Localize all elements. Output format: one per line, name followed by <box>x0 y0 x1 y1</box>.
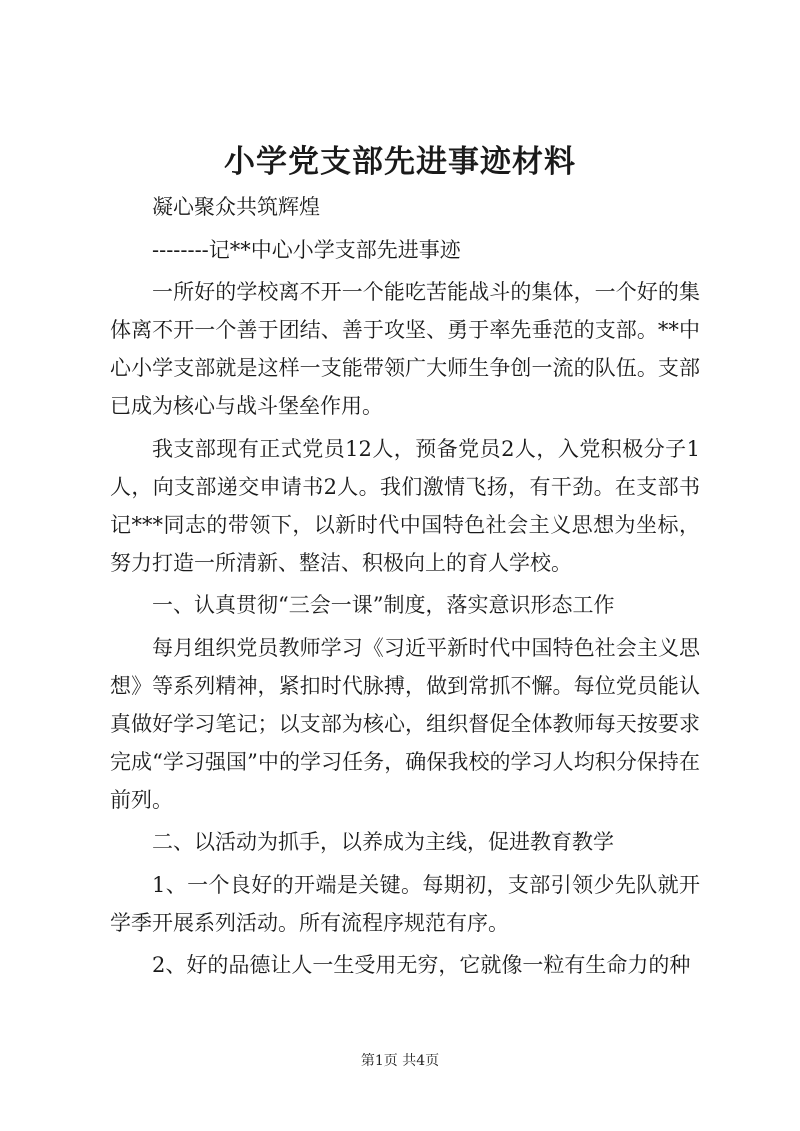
paragraph-members: 我支部现有正式党员12人，预备党员2人，入党积极分子1人，向支部递交申请书2人。我们激情飞扬，有干劲。在支部书记***同志的带领下，以新时代中国特色社会主义思想为坐标，努力打造一所清新、整洁、积极向上的育人学校。 <box>110 436 700 575</box>
subtitle-note: --------记**中心小学支部先进事迹 <box>152 237 461 262</box>
paragraph-intro: 一所好的学校离不开一个能吃苦能战斗的集体，一个好的集体离不开一个善于团结、善于攻坚、勇于率先垂范的支部。**中心小学支部就是这样一支能带领广大师生争创一流的队伍。支部已成为核心与战斗堡垒作用。 <box>110 280 700 418</box>
paragraph-study: 每月组织党员教师学习《习近平新时代中国特色社会主义思想》等系列精神，紧扣时代脉搏，做到常抓不懈。每位党员能认真做好学习笔记；以支部为核心，组织督促全体教师每天按要求完成“学习强国”中的学习任务，确保我校的学习人均积分保持在前列。 <box>110 635 700 812</box>
paragraph-item-1: 1、一个良好的开端是关键。每期初，支部引领少先队就开学季开展系列活动。所有流程序规范有序。 <box>110 872 700 935</box>
page-number-footer: 第1页 共4页 <box>360 1053 440 1069</box>
section-heading-2: 二、以活动为抓手，以养成为主线，促进教育教学 <box>152 830 614 854</box>
paragraph-item-2: 2、好的品德让人一生受用无穷，它就像一粒有生命力的种 <box>152 953 691 977</box>
document-title: 小学党支部先进事迹材料 <box>224 144 576 180</box>
subtitle: 凝心聚众共筑辉煌 <box>152 195 320 219</box>
section-heading-1: 一、认真贯彻“三会一课”制度，落实意识形态工作 <box>152 593 615 617</box>
document-body <box>110 188 700 989</box>
